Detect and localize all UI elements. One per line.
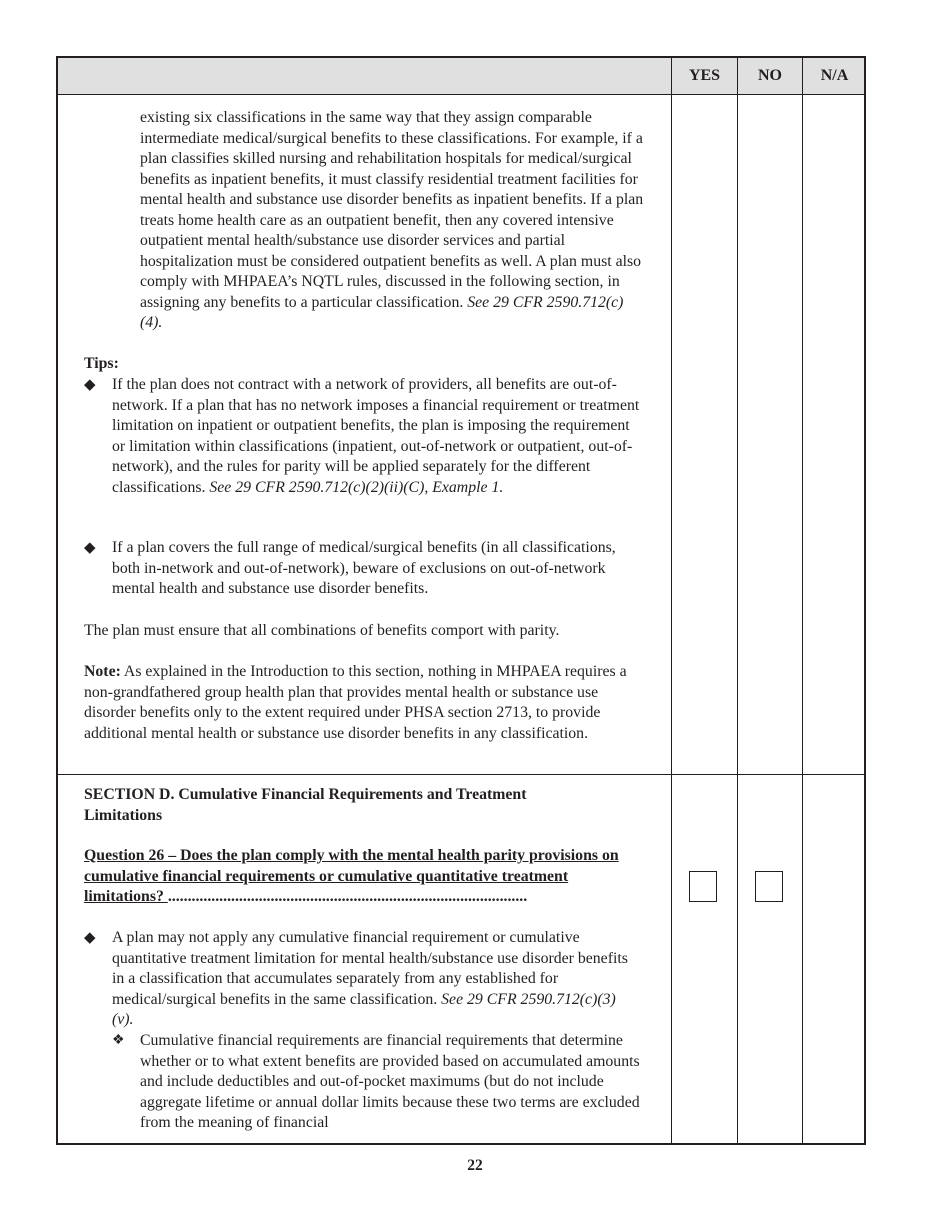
diamond-bullet-icon: ◆ xyxy=(84,930,96,946)
yes-checkbox[interactable] xyxy=(689,871,717,902)
header-yes: YES xyxy=(688,67,721,84)
header-na: N/A xyxy=(820,67,849,84)
diamond-bullet-icon: ◆ xyxy=(84,377,96,393)
table-header xyxy=(58,58,864,95)
section-d-title: SECTION D. Cumulative Financial Requirements and Treatment Limitations xyxy=(84,786,527,824)
cumulative-sub-bullet: Cumulative financial requirements are financial requirements that determine whether or to what extent benefits are provided based on accumulated amounts and include deductibles and out-of-pocket maximums (but do not include aggregate lifetime or annual dollar limits because these two terms are excluded from the meaning of financial xyxy=(140,1032,640,1131)
tips-heading: Tips: xyxy=(84,355,119,372)
diamond-bullet-icon: ◆ xyxy=(84,540,96,556)
cumulative-bullet: A plan may not apply any cumulative financial requirement or cumulative quantitative treatment limitation for mental health/substance use disorder benefits in a classification that accumulates separately from any established for medical/surgical benefits in the same classification. See 29 CFR 2590.712(c)(3)(v). xyxy=(112,929,628,1028)
question-26: Question 26 – Does the plan comply with the mental health parity provisions on cumulative financial requirements or cumulative quantitative treatment limitations? ........................................................................................... xyxy=(84,847,619,905)
tip-item: If the plan does not contract with a network of providers, all benefits are out-of-network. If a plan that has no network imposes a financial requirement or treatment limitation on inpatient or outpatient benefits, the plan is imposing the requirement or limitation within classifications (inpatient, out-of-network or outpatient, out-of-network), and the rules for parity will be applied separately for the different classifications. See 29 CFR 2590.712(c)(2)(ii)(C), Example 1. xyxy=(112,376,640,496)
column-divider xyxy=(802,58,803,1143)
header-no: NO xyxy=(758,67,782,84)
row-divider xyxy=(58,774,864,775)
page-number: 22 xyxy=(467,1157,483,1174)
parity-statement: The plan must ensure that all combinations of benefits comport with parity. xyxy=(84,622,560,639)
four-diamond-bullet-icon: ❖ xyxy=(112,1033,125,1048)
column-divider xyxy=(737,58,738,1143)
note-paragraph: Note: As explained in the Introduction to this section, nothing in MHPAEA requires a non-grandfathered group health plan that provides mental health or substance use disorder benefits only to the extent required under PHSA section 2713, to provide additional mental health or substance use disorder benefits in any classification. xyxy=(84,663,627,742)
column-divider xyxy=(671,58,672,1143)
tip-item: If a plan covers the full range of medical/surgical benefits (in all classifications, both in-network and out-of-network), beware of exclusions on out-of-network mental health and substance use disorder benefits. xyxy=(112,539,616,597)
intro-paragraph: existing six classifications in the same way that they assign comparable intermediate medical/surgical benefits to these classifications. For example, if a plan classifies skilled nursing and rehabilitation hospitals for medical/surgical benefits as inpatient benefits, it must classify residential treatment facilities for mental health and substance use disorder benefits as inpatient benefits. If a plan treats home health care as an outpatient benefit, then any covered intensive outpatient mental health/substance use disorder services and partial hospitalization must be considered outpatient benefits as well. A plan must also comply with MHPAEA’s NQTL rules, discussed in the following section, in assigning any benefits to a particular classification. See 29 CFR 2590.712(c)(4). xyxy=(140,109,644,331)
no-checkbox[interactable] xyxy=(755,871,783,902)
